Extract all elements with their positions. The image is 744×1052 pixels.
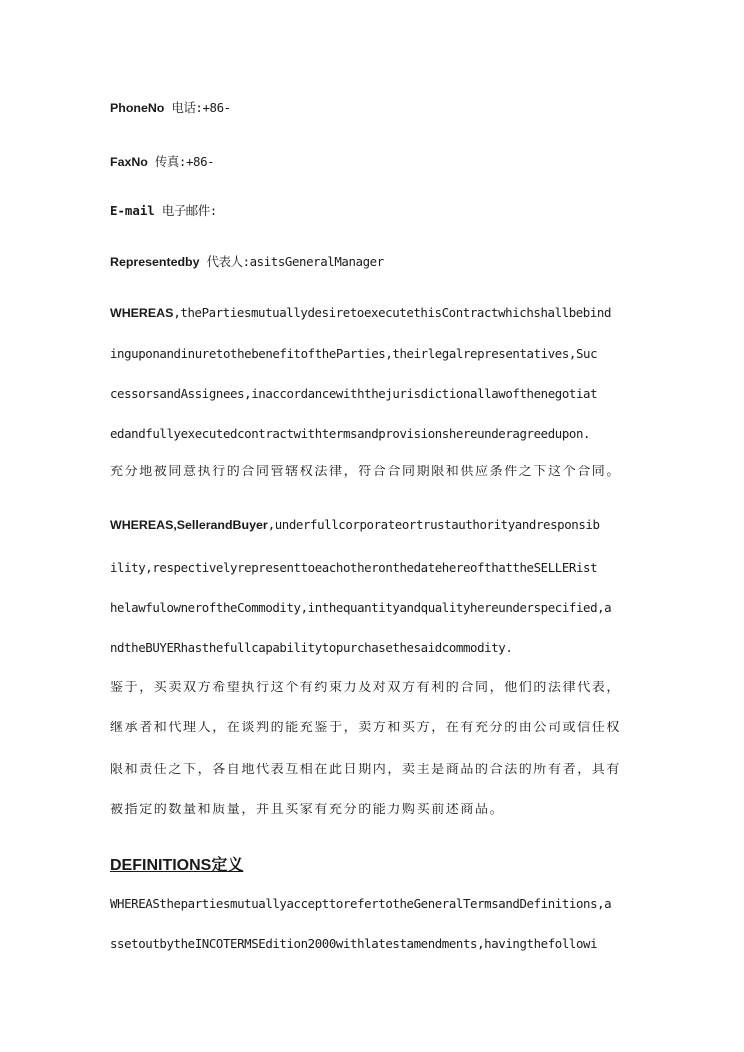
fax-value: 传真:+86-	[147, 155, 215, 169]
para1-line1-text: ,thePartiesmutuallydesiretoexecutethisContractwhichshallbebind	[173, 306, 612, 320]
rep-label: Representedby	[110, 255, 200, 269]
phone-label: PhoneNo	[110, 101, 165, 115]
whereas-para-1-line-2: inguponandinuretothebenefitoftheParties,theirlegalrepresentatives,Suc	[110, 347, 598, 361]
whereas-para-2-line-2: ility,respectivelyrepresenttoeachotheronthedatehereofthattheSELLERist	[110, 561, 598, 575]
fax-label: FaxNo	[110, 155, 148, 169]
whereas-para-2-chinese-1: 鉴于，买卖双方希望执行这个有约束力及对双方有利的合同，他们的法律代表，	[110, 681, 622, 695]
para2-line1-text: ,underfullcorporateortrustauthorityandresponsib	[267, 518, 600, 532]
contact-fax	[110, 155, 714, 169]
contact-representative	[110, 255, 714, 269]
whereas-para-2-line-4: ndtheBUYERhasthefullcapabilitytopurchasethesaidcommodity.	[110, 641, 513, 655]
email-label: E-mail	[110, 204, 155, 218]
definitions-line-1: WHEREASthepartiesmutuallyaccepttorefertotheGeneralTermsandDefinitions,a	[110, 897, 612, 911]
rep-value: 代表人:asitsGeneralManager	[199, 255, 384, 269]
contact-phone	[110, 101, 714, 115]
whereas-para-2-line-1	[110, 518, 714, 532]
whereas-para-1-line-1	[110, 306, 714, 320]
contact-email	[110, 204, 714, 218]
whereas-seller-buyer-lead: WHEREAS,SellerandBuyer	[110, 518, 268, 532]
whereas-lead: WHEREAS	[110, 306, 174, 320]
whereas-para-2-chinese-3: 限和责任之下，各自地代表互相在此日期内，卖主是商品的合法的所有者，具有	[110, 763, 622, 777]
whereas-para-1-line-4: edandfullyexecutedcontractwithtermsandprovisionshereunderagreedupon.	[110, 427, 591, 441]
email-value: 电子邮件:	[154, 204, 217, 218]
definitions-heading: DEFINITIONS定义	[110, 857, 244, 874]
whereas-para-1-chinese: 充分地被同意执行的合同管辖权法律，符合合同期限和供应条件之下这个合同。	[110, 465, 622, 479]
whereas-para-1-line-3: cessorsandAssignees,inaccordancewiththejurisdictionallawofthenegotiat	[110, 387, 598, 401]
definitions-line-2: ssetoutbytheINCOTERMSEdition2000withlatestamendments,havingthefollowi	[110, 937, 598, 951]
whereas-para-2-chinese-4: 被指定的数量和质量，并且买家有充分的能力购买前述商品。	[110, 803, 505, 817]
whereas-para-2-chinese-2: 继承者和代理人，在谈判的能充鉴于，卖方和买方，在有充分的由公司或信任权	[110, 721, 622, 735]
whereas-para-2-line-3: helawfulowneroftheCommodity,inthequantityandqualityhereunderspecified,a	[110, 601, 612, 615]
phone-value: 电话:+86-	[164, 101, 231, 115]
